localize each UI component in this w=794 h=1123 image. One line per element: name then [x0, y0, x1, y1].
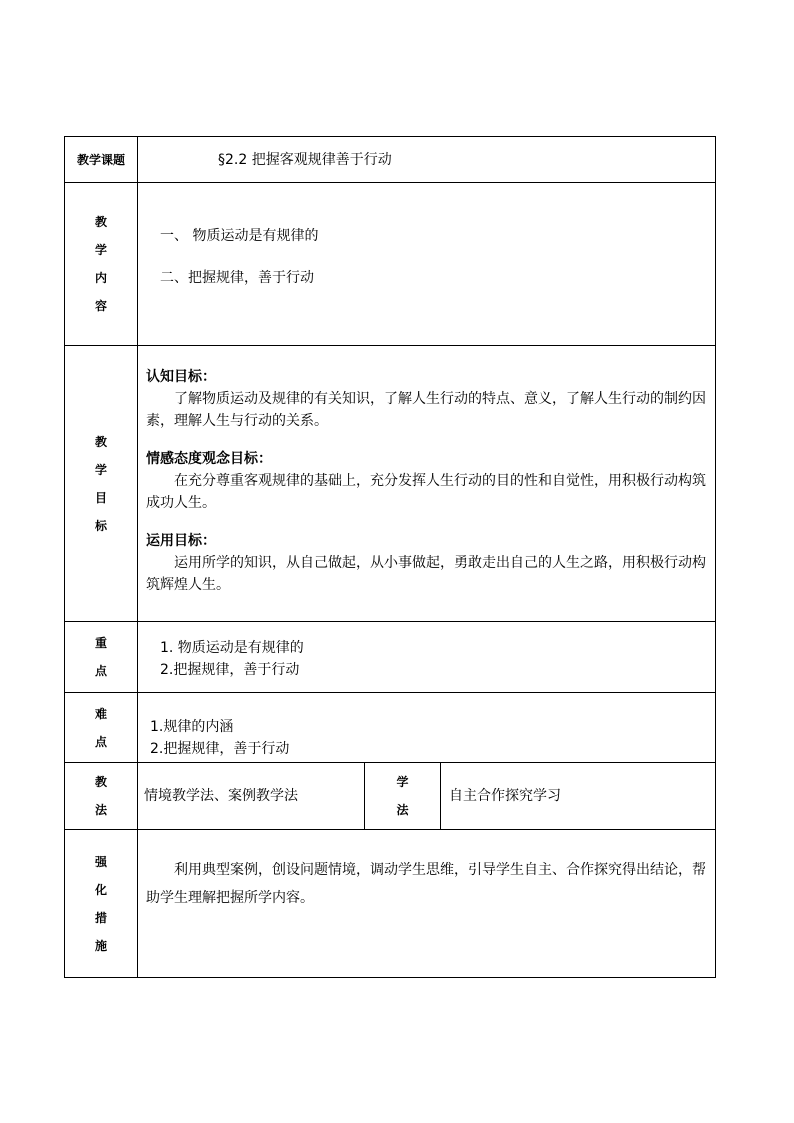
key-points-cell	[138, 622, 716, 693]
methods-row	[65, 763, 716, 830]
goal-text: 运用所学的知识，从自己做起，从小事做起，勇敢走出自己的人生之路，用积极行动构筑辉煌人生。	[146, 555, 706, 593]
title-row	[65, 137, 716, 183]
difficulty-item: 2.把握规律，善于行动	[150, 741, 290, 757]
goals-row	[65, 346, 716, 622]
goal-heading: 情感态度观念目标：	[146, 451, 272, 467]
lesson-plan-table	[64, 136, 716, 978]
key-points-label: 重 点	[65, 622, 138, 693]
goals-label: 教 学 目 标	[65, 346, 138, 622]
key-point-item: 2.把握规律，善于行动	[160, 662, 300, 678]
key-point-item: 1. 物质运动是有规律的	[160, 640, 304, 656]
content-row	[65, 183, 716, 346]
content-cell	[138, 183, 716, 346]
goals-cell	[138, 346, 716, 622]
goal-heading: 运用目标：	[146, 533, 216, 549]
difficulties-label: 难 点	[65, 693, 138, 763]
learn-method-label: 学 法	[365, 763, 441, 830]
goal-heading: 认知目标：	[146, 369, 216, 385]
teach-method-label: 教 法	[65, 763, 138, 830]
teach-method-value: 情境教学法、案例教学法	[138, 763, 365, 830]
content-item: 一、 物质运动是有规律的	[160, 228, 319, 244]
goal-text: 了解物质运动及规律的有关知识，了解人生行动的特点、意义，了解人生行动的制约因素，理解人生与行动的关系。	[146, 391, 706, 429]
difficulties-cell	[138, 693, 716, 763]
lesson-title: §2.2 把握客观规律善于行动	[138, 137, 716, 183]
reinforce-label: 强 化 措 施	[65, 830, 138, 978]
key-points-row	[65, 622, 716, 693]
difficulty-item: 1.规律的内涵	[150, 719, 234, 735]
goal-text: 在充分尊重客观规律的基础上，充分发挥人生行动的目的性和自觉性，用积极行动构筑成功人生。	[146, 473, 706, 511]
reinforce-row	[65, 830, 716, 978]
learn-method-value: 自主合作探究学习	[441, 763, 716, 830]
content-label: 教 学 内 容	[65, 183, 138, 346]
title-label: 教学课题	[65, 137, 138, 183]
content-item: 二、把握规律，善于行动	[160, 270, 314, 286]
difficulties-row	[65, 693, 716, 763]
reinforce-text: 利用典型案例，创设问题情境，调动学生思维，引导学生自主、合作探究得出结论，帮助学生理解把握所学内容。	[138, 830, 716, 978]
